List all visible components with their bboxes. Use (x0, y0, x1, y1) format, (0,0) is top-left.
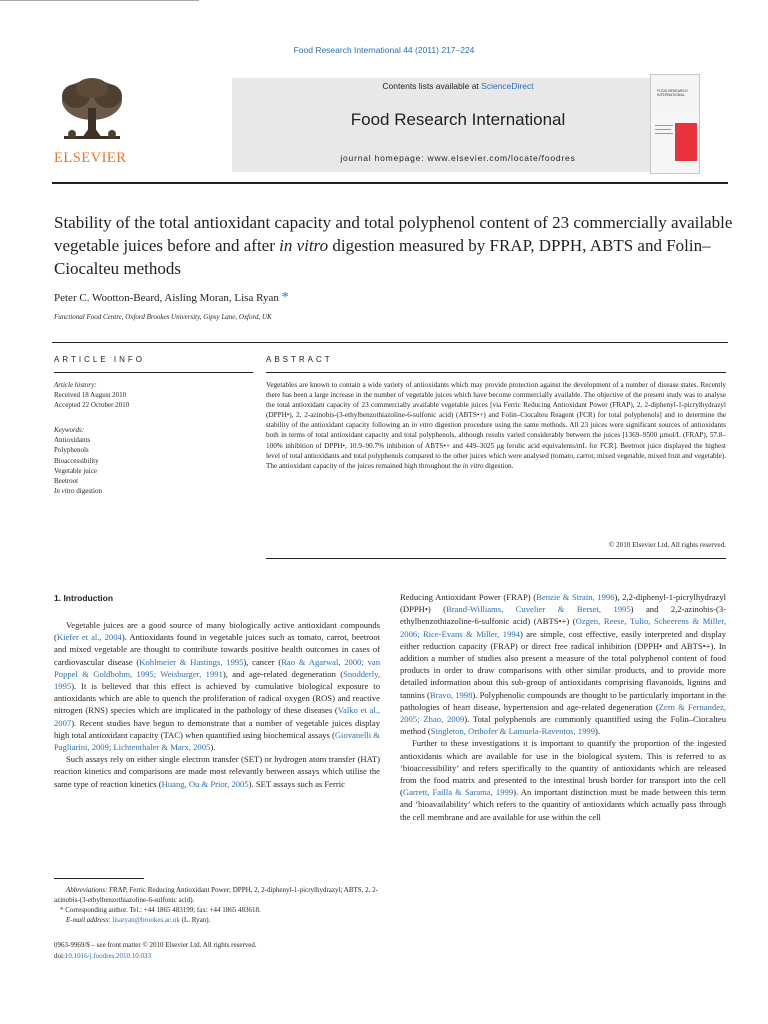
paragraph: Such assays rely on either single electron transfer (SET) or hydrogen atom transfer (HAT) reaction kinetics and comparisons are made most relevantly between assays which utilise the same type of reaction kinetics (Huang, Ou & Prior, 2005). SET assays such as Ferric (54, 754, 380, 789)
citation-link[interactable]: Singleton, Orthofer & Lamuela-Raventos, 1999 (430, 726, 595, 737)
citation-link[interactable]: Zern & Fernandez, 2005; Zhao, 2009 (400, 701, 726, 725)
title-part1: Stability of the total antioxidant capacity and total polyphenol content of 23 commercially available vegetable juices before and after (54, 213, 733, 255)
front-matter (54, 940, 257, 961)
footnotes (54, 885, 382, 925)
abstract-heading: ABSTRACT (266, 355, 333, 364)
abstract-italic: in vitro (411, 421, 433, 430)
email-note: E-mail address: lisaryan@brookes.ac.uk (L. Ryan). (66, 916, 211, 925)
contents-prefix: Contents lists available at (382, 81, 482, 91)
received-date: Received 18 August 2010 (54, 391, 127, 399)
introduction-heading: 1. Introduction (54, 593, 114, 603)
citation-link[interactable]: Kohlmeier & Hastings, 1995 (139, 656, 244, 667)
abstract-segment: digestion procedure using the same methods. All 23 juices were significant sources of antioxidants both in terms of total antioxidant capacity and total polyphenols, although results varied considerably between the juices [1369–9500 μmol/L (FRAP), 57.8–100% inhibition of DPPH•, 10.9–90.7% inhibition of ABTS•+ and 449–3025 μg ferulic acid equivalents/mL for FCR]. Beetroot juice displayed the highest level of total antioxidants and total polyphenols compared to the other juices which were analysed (tomato, carrot, mixed vegetable, mixed fruit and vegetable). The antioxidant capacity of the juices remained high throughout the (266, 421, 726, 470)
citation-link[interactable]: Rao & Agarwal, 2000; van Poppel & Goldbohm, 1995; Weisburger, 1991 (54, 656, 380, 679)
title-part2: digestion measured by FRAP, DPPH, ABTS and Folin–Ciocalteu methods (54, 236, 711, 278)
citation-link[interactable]: Ozgen, Reese, Tulio, Scheerens & Miller, 2006; Rice-Evans & Miller, 1994 (400, 616, 726, 639)
left-column (54, 619, 380, 790)
citation-link[interactable]: Snodderly, 1995 (54, 668, 380, 692)
right-column (400, 591, 726, 823)
email-link[interactable]: lisaryan@brookes.ac.uk (112, 916, 180, 925)
authors-text: Peter C. Wootton-Beard, Aisling Moran, Lisa Ryan (54, 292, 279, 304)
accepted-date: Accepted 22 October 2010 (54, 401, 130, 409)
history-label: Article history: (54, 381, 97, 389)
keyword: Bioaccessibility (54, 456, 99, 465)
citation-link[interactable]: Huang, Ou & Prior, 2005 (161, 778, 249, 789)
abstract-segment: Vegetables are known to contain a wide variety of antioxidants which may provide protection against the development of a number of disease states. Recently there has been a large increase in the number of vegetable juices which have become commercially available. The objective of the present study was to analyse the total antioxidant capacity of 23 commercially available vegetable juices [via Ferric Reducing Antioxidant Power (FRAP), 2, 2-diphenyl-1-picrylhydrazyl (DPPH•), 2, 2-azinobis-(3-ethylbenzothiazoline-6-sulfonic acid) (ABTS•+) and Folin–Ciocalteu Reagent (FCR) for total polyphenols] and to determine the stability of the antioxidant capacity following an (266, 381, 726, 430)
contents-line (232, 81, 684, 91)
abbreviations-note: Abbreviations: FRAP, Ferric Reducing Antioxidant Power; DPPH, 2, 2-diphenyl-1-picrylhydrazyl; ABTS, 2, 2-azinobis-(3-ethylbenzothiazoline-6-sulfonic acid). (54, 886, 378, 905)
paragraph: Reducing Antioxidant Power (FRAP) (Benzie & Strain, 1996), 2,2-diphenyl-1-picrylhydrazyl (DPPH•) (Brand-Williams, Cuvelier & Berset, 1995) and 2,2-azinobis-(3-ethylbenzothiazoline-6-sulfonic acid) (ABTS•+) (Ozgen, Reese, Tulio, Scheerens & Miller, 2006; Rice-Evans & Miller, 1994) are simple, cost effective, easily interpreted and display either reduction capacity (FRAP) or direct free radical inhibition (DPPH• and ABTS•+). In addition a number of studies also present a measure of the total polyphenol content of food products in order to draw comparisons with other similar products, and to provide more detailed information about this sub-group of antioxidants comprising flavanoids, lignins and tannins (Bravo, 1998). Polyphenolic compounds are thought to be particularly important in the pathologies of heart disease, hypertension and age-related degeneration (Zern & Fernandez, 2005; Zhao, 2009). Total polyphenols are commonly quantified using the Folin–Ciocalteu method (Singleton, Orthofer & Lamuela-Raventos, 1999). (400, 592, 727, 737)
homepage-prefix: journal homepage: (340, 153, 428, 163)
journal-title: Food Research International (350, 110, 566, 129)
section-rule (52, 342, 728, 343)
citation-link[interactable]: Bravo, 1998 (429, 689, 473, 700)
doi-link[interactable]: 10.1016/j.foodres.2010.10.033 (64, 951, 152, 960)
abstract-copyright: © 2010 Elsevier Ltd. All rights reserved. (608, 541, 726, 549)
author-list (54, 290, 289, 306)
issn-line: 0963-9969/$ – see front matter © 2010 Elsevier Ltd. All rights reserved. (54, 941, 257, 949)
keywords-block (54, 425, 254, 496)
article-info-divider (0, 0, 199, 1)
keyword: Polyphenols (54, 446, 89, 455)
keywords-label: Keywords: (54, 426, 85, 434)
corresponding-author-note: * Corresponding author. Tel.: +44 1865 483199; fax: +44 1865 483618. (60, 906, 261, 915)
sciencedirect-link[interactable]: ScienceDirect (481, 81, 534, 91)
citation-link[interactable]: Brand-Williams, Cuvelier & Berset, 1995 (446, 604, 631, 615)
journal-cover-image (650, 74, 700, 174)
abstract-text (266, 380, 726, 471)
article-title (54, 211, 734, 280)
doi-line: doi:10.1016/j.foodres.2010.10.033 (54, 951, 152, 960)
abstract-rule (266, 372, 726, 373)
keyword-italic: In vitro (54, 487, 75, 496)
citation-link[interactable]: Giovanelli & Pagliarini, 2009; Lichtenthaler & Marx, 2005 (54, 729, 380, 753)
homepage-url[interactable]: www.elsevier.com/locate/foodres (427, 153, 576, 163)
abstract-segment: digestion. (483, 461, 514, 470)
footnote-rule (54, 878, 144, 879)
corresponding-author-mark[interactable]: * (281, 290, 289, 305)
citation-link[interactable]: Benzie & Strain, 1996 (536, 592, 615, 602)
journal-reference[interactable]: Food Research International 44 (2011) 217–224 (293, 45, 475, 55)
paragraph: Vegetable juices are a good source of many biologically active antioxidant compounds (Kiefer et al., 2004). Antioxidants found in vegetable juices such as tomato, carrot, beetroot and mixed vegetable are thought to contribute towards positive health outcomes in cases of cardiovascular disease (Kohlmeier & Hastings, 1995), cancer (Rao & Agarwal, 2000; van Poppel & Goldbohm, 1995; Weisburger, 1991), and age-related degeneration (Snodderly, 1995). It is believed that this effect is achieved by cumulative biological exposure to antioxidants which are able to quench the proliferation of radical oxygen (ROS) and reactive nitrogen (RNS) species which are implicated in the pathology of these diseases (Valko et al., 2007). Recent studies have begun to demonstrate that a number of vegetable juices display high total antioxidant capacity (TAC) when quantified using biochemical assays (Giovanelli & Pagliarini, 2009; Lichtenthaler & Marx, 2005). (54, 620, 381, 753)
affiliation: Functional Food Centre, Oxford Brookes University, Gipsy Lane, Oxford, UK (54, 313, 272, 321)
header-rule (52, 182, 728, 184)
publisher-wordmark: ELSEVIER (54, 150, 127, 166)
paragraph: Further to these investigations it is important to quantify the proportion of the ingested antioxidants which are available for use in the biological system. This is referred to as ‘bioaccessibility’ and refers specifically to the quantity of antioxidants which are released from the food matrix and presented to the intestinal brush border for transport into the cell (Garrett, Failla & Sarama, 1999). An important distinction must be made between this term and ‘bioavailability’ which refers to the quantity of antioxidants which actually pass through the cell membrane and are available for use within the cell (400, 738, 726, 822)
citation-link[interactable]: Garrett, Failla & Sarama, 1999 (402, 787, 514, 798)
article-info-heading: ARTICLE INFO (54, 355, 145, 364)
keyword-rest: digestion (74, 487, 102, 496)
keyword: Antioxidants (54, 436, 91, 445)
keyword: Vegetable juice (54, 466, 97, 475)
keyword: Beetroot (54, 477, 79, 486)
citation-link[interactable]: Valko et al., 2007 (54, 705, 381, 728)
article-history (54, 380, 254, 410)
article-info-rule (54, 372, 253, 373)
masthead-band (232, 78, 684, 172)
keyword (54, 486, 254, 496)
abstract-italic: in vitro (462, 461, 484, 470)
masthead (52, 66, 728, 176)
title-italic: in vitro (279, 236, 329, 255)
citation-link[interactable]: Kiefer et al., 2004 (56, 632, 122, 643)
cover-title: FOOD RESEARCH INTERNATIONAL (657, 89, 688, 97)
abstract-end-rule (266, 558, 726, 559)
homepage-line (232, 153, 684, 163)
